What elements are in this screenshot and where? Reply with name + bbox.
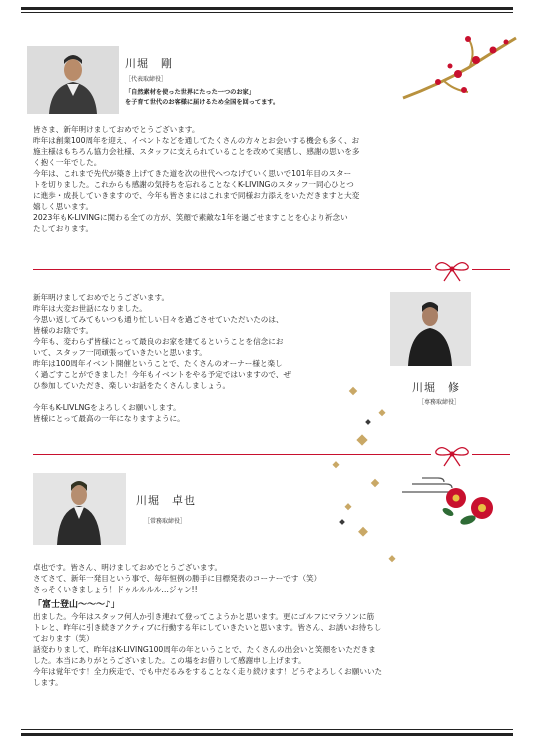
person-name: 川堀 修	[412, 381, 460, 394]
motto: 「自然素材を使った世界にたった一つのお家」	[125, 89, 255, 96]
message-managing-director-body: 出ました。今年はスタッフ何人か引き連れて登ってこようかと思います。更にゴルフにマラソンに筋 トレと、昨年に引き続きアクティブに行動する年にしていきたいと思います。皆さん、お誘いお待ちし ております（笑） 話変わりまして、昨年はK-LIVING100周年の年ということで、たくさんの出会いと笑顔をいただきま した。本当にありがとうございました。この場をお借りして感謝申し上げます。 今年は覚年です！全力疾走で、でも中だるみをすることなく走り続けます！どうぞよろしくお願いいた します。	[33, 612, 383, 687]
message-managing-director-intro: 卓也です。皆さん、明けましておめでとうございます。 さてさて、新年一発目という事で、毎年恒例の勝手に目標発表のコーナーです（笑） さっそくいきましょう！ドゥルルルル…ジャン!!	[33, 563, 322, 594]
person-role: ［常務取締役］	[144, 518, 187, 525]
divider-line	[33, 269, 431, 270]
divider-line	[472, 454, 510, 455]
message-senior-managing-director: 新年明けましておめでとうございます。 昨年は大変お世話になりました。 今思い返してみてもいつも通り忙しい日々を過ごさせていただいたのは、 皆様のお陰です。 今年も、変わらず皆様にとって最良のお家を建てるということを信念にお いて、スタッフ一同頑張っていきたいと思います。 昨年は100周年イベント開催ということで、たくさんのオーナー様と楽し く過ごすことができました！今年もイベントをやる予定ではいますので、ぜ ひ参加していただき、楽しいお話をたくさんしましょう。 今年もK-LIVLNGをよろしくお願いします。 皆様にとって最高の一年になりますように。	[33, 293, 292, 423]
bottom-double-rule-thin	[21, 729, 513, 730]
portrait-photo-representative	[27, 46, 119, 114]
portrait-photo-senior-managing-director	[390, 292, 471, 366]
goal-headline: 「富士登山〜〜〜♪」	[33, 600, 120, 610]
top-double-rule	[21, 7, 513, 10]
motto-sub: を子育て世代のお客様に届けるため全国を回ってます。	[125, 99, 280, 106]
person-name: 川堀 卓也	[136, 494, 196, 507]
person-name: 川堀 剛	[125, 57, 173, 70]
person-role: ［代表取締役］	[125, 76, 168, 83]
top-double-rule-thin	[21, 12, 513, 13]
divider-line	[472, 269, 510, 270]
plum-blossom-branch-icon	[398, 30, 518, 102]
bottom-double-rule	[21, 733, 513, 736]
person-role: ［専務取締役］	[418, 399, 461, 406]
mizuhiki-knot-icon	[432, 258, 472, 282]
portrait-photo-managing-director	[33, 473, 126, 545]
message-representative: 皆さま、新年明けましておめでとうございます。 昨年は創業100周年を迎え、イベントなどを通してたくさんの方々とお会いする機会も多く、お 施主様はもちろん協力会社様、スタッフに支えられていることを改めて実感し、感謝の思いを多 く抱く一年でした。 今年は、これまで先代が築き上げてきた道を次の世代へつなげていく思いで101年目のスター トを切りました。これからも感謝の気持ちを忘れることなくK-LIVINGのスタッフ一同心ひとつ に進歩・成長していきますので、今年も皆さまにはこれまで同様お力添えをいただきますと大変 嬉しく思います。 2023年もK-LIVINGに関わる全ての方が、笑顔で素敵な1年を過ごせますことを心より祈念い たしております。	[33, 125, 360, 233]
mizuhiki-knot-icon	[432, 443, 472, 467]
camellia-icon	[440, 480, 500, 528]
